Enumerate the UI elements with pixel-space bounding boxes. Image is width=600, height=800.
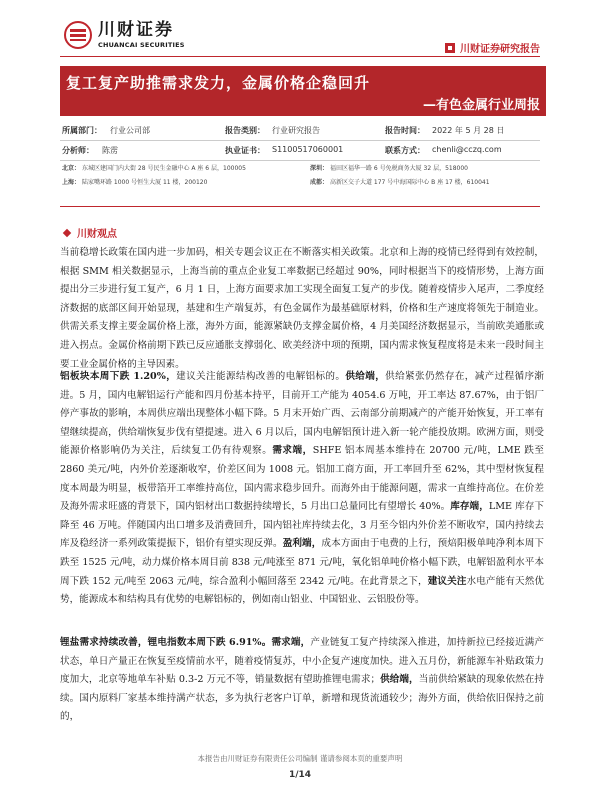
p2-inventory-label: 库存端， <box>450 501 489 513</box>
shanghai-address: 陆家嘴环路 1000 号恒生大厦 11 楼，200120 <box>82 179 208 186</box>
analyst-value: 陈雳 <box>102 146 118 155</box>
meta-divider-3 <box>60 206 540 207</box>
diamond-icon <box>63 228 71 236</box>
type-label: 报告类别： <box>225 126 265 135</box>
p3-demand-label: 需求端， <box>271 637 311 648</box>
p2-recommend-label: 建议关注 <box>427 575 467 587</box>
paragraph-1-text: 当前稳增长政策在国内进一步加码，相关专题会议正在不断落实相关政策。北京和上海的疫情已经得到有效控制，根据 SMM 相关数据显示，上海当前的重点企业复工率数据已经超过 90%，同时根据当下的疫情形势，上海方面提出分三步进行复工复产，6 月 1 日，上海方面要求加工实现全面复工复产的步伐。随着疫情步入尾声，二季度经济数据的底部区间开始显现，基建和生产端复苏，有色金属作为最基础原材料，价格和生产速度将领先于制造业。供需关系支撑主要金属价格上涨，海外方面，能源紧缺仍支撑金属价格，4 月美国经济数据显示，当前欧美通胀或进入拐点。金属价格前期下跌已反应通胀支撑弱化、欧美经济中项的预期，国内需求恢复程度将是未来一段时间主要工业金属价格的主导因素。 <box>60 247 544 370</box>
p2-demand-label: 需求端， <box>272 445 313 457</box>
p2-supply-label: 供给端， <box>345 371 386 382</box>
date-label: 报告时间： <box>385 126 425 135</box>
report-subtitle: —有色金属行业周报 <box>422 98 540 113</box>
section-title: 川财观点 <box>77 229 117 240</box>
shenzhen-label: 深圳： <box>310 165 329 172</box>
p3-supply-label: 供给端， <box>380 674 419 686</box>
cert-label: 执业证书： <box>225 146 265 155</box>
analyst-label: 分析师： <box>62 146 94 155</box>
meta-divider-1 <box>60 140 540 141</box>
paragraph-2 <box>60 368 544 610</box>
shanghai-label: 上海： <box>62 179 81 186</box>
report-header <box>0 0 600 60</box>
email-label: 联系方式： <box>385 146 425 155</box>
date-value: 2022 年 5 月 28 日 <box>432 126 505 135</box>
shenzhen-address: 福田区福华一路 6 号免税商务大厦 32 层，518000 <box>330 165 468 172</box>
disclaimer-note: 本报告由川财证券有限责任公司编制 谨请参阅本页的重要声明 <box>197 754 403 763</box>
beijing-label: 北京： <box>62 165 81 172</box>
p3-text-b: 当前供给紧缺的现象依然在持续。国内原料厂家基本维持满产状态，多为执行老客户订单，新增和现货流通较少；海外方面，供给依旧保持之前的， <box>60 674 545 723</box>
paragraph-1 <box>60 244 544 374</box>
brand-tag-label: 川财证券研究报告 <box>460 44 540 55</box>
cert-value: S1100517060001 <box>272 145 344 154</box>
brand-square-icon <box>445 43 455 53</box>
dept-value: 行业公司部 <box>110 126 150 135</box>
meta-divider-2 <box>60 160 540 161</box>
p3-text-a: 产业链复工复产持续深入推进，加持新拉已经接近满产状态，单日产量正在恢复至疫情前水平，随着疫情复苏，中小企复产速度加快。进入五月份，新能源车补贴政策力度加大，北京等地单车补贴 0.3-2 万元不等，销量数据有望助推锂电需求； <box>60 637 545 686</box>
logo-english: CHUANCAI SECURITIES <box>98 40 185 49</box>
beijing-address: 东城区建国门内大街 28 号民生金融中心 A 座 6 层，100005 <box>82 165 246 172</box>
chengdu-label: 成都： <box>310 179 329 186</box>
company-logo <box>64 21 185 49</box>
paragraph-3 <box>60 634 544 727</box>
logo-mark-icon <box>64 21 92 49</box>
email-value[interactable]: chenli@cczq.com <box>432 145 502 154</box>
header-divider <box>60 56 540 57</box>
p2-text-d: LME 库存下降至 46 万吨。伴随国内出口增多及消费回升，国内铝社库持续去化，3 月至今铝内外价差不断收窄，国内持续去库及稳经济一系列政策提振下，铝价有望实现反弹。 <box>60 501 545 550</box>
title-banner <box>60 66 546 116</box>
page-number: 1/14 <box>288 770 312 780</box>
brand-tag <box>445 40 540 55</box>
p2-text-b: 供给紧张仍然存在，减产过程循序渐进。5 月，国内电解铝运行产能和四月份基本持平，目前开工产能为 4054.6 万吨，开工率达 87.67%，由于铝厂停产事故的影响，本周供应端出现整体小幅下降。5 月末开始广西、云南部分前期减产的产能开始恢复，开工率有望继续提高，供给端恢复步伐有望提速。进入 6 月以后，国内电解铝预计进入新一轮产能投放期。欧洲方面，则受能源价格影响仍为关注，后续复工仍有待观察。 <box>60 371 545 457</box>
p2-profit-label: 盈利端， <box>282 538 322 550</box>
chengdu-address: 高新区交子大道 177 号中海国际中心 B 座 17 楼，610041 <box>330 179 490 186</box>
p2-lead: 铝板块本周下跌 1.20%， <box>60 371 177 382</box>
type-value: 行业研究报告 <box>272 126 320 135</box>
dept-label: 所属部门： <box>62 126 102 135</box>
p2-text-c: SHFE 铝本周基本维持在 20700 元/吨，LME 跌至 2860 美元/吨，内外价差逐渐收窄，价差区间为 1008 元。铝加工商方面，开工率回升至 62%，其中型材恢复程度本周最为明显，板带箔开工率维持高位，国内需求稳步回升。而海外由于能源问题，需求一直维持高位。在价差及海外需求旺盛的背景下，国内铝材出口数据持续增长，5 月出口总量同比有望增长 40%。 <box>60 445 545 513</box>
p2-text-f: 水电产能有天然优势，能源成本和结构具有优势的电解铝标的，例如南山铝业、中国铝业、云铝股份等。 <box>60 575 545 606</box>
p2-text-e: 成本方面由于电费的上行，预焙阳极单吨净利本周下跌至 1525 元/吨，动力煤价格本周目前 838 元/吨涨至 871 元/吨，氧化铝单吨价格小幅下跌，电解铝盈利水平本周下跌 152 元/吨至 2063 元/吨，综合盈利小幅回落至 2342 元/吨。在此背景之下， <box>60 538 545 587</box>
section-heading <box>64 225 117 240</box>
logo-chinese: 川财证券 <box>98 19 174 40</box>
report-title: 复工复产助推需求发力，金属价格企稳回升 <box>66 74 371 92</box>
p2-text-a: 建议关注能源结构改善的电解铝标的。 <box>176 371 346 382</box>
p3-lead: 锂盐需求持续改善，锂电指数本周下跌 6.91%。 <box>60 637 272 648</box>
